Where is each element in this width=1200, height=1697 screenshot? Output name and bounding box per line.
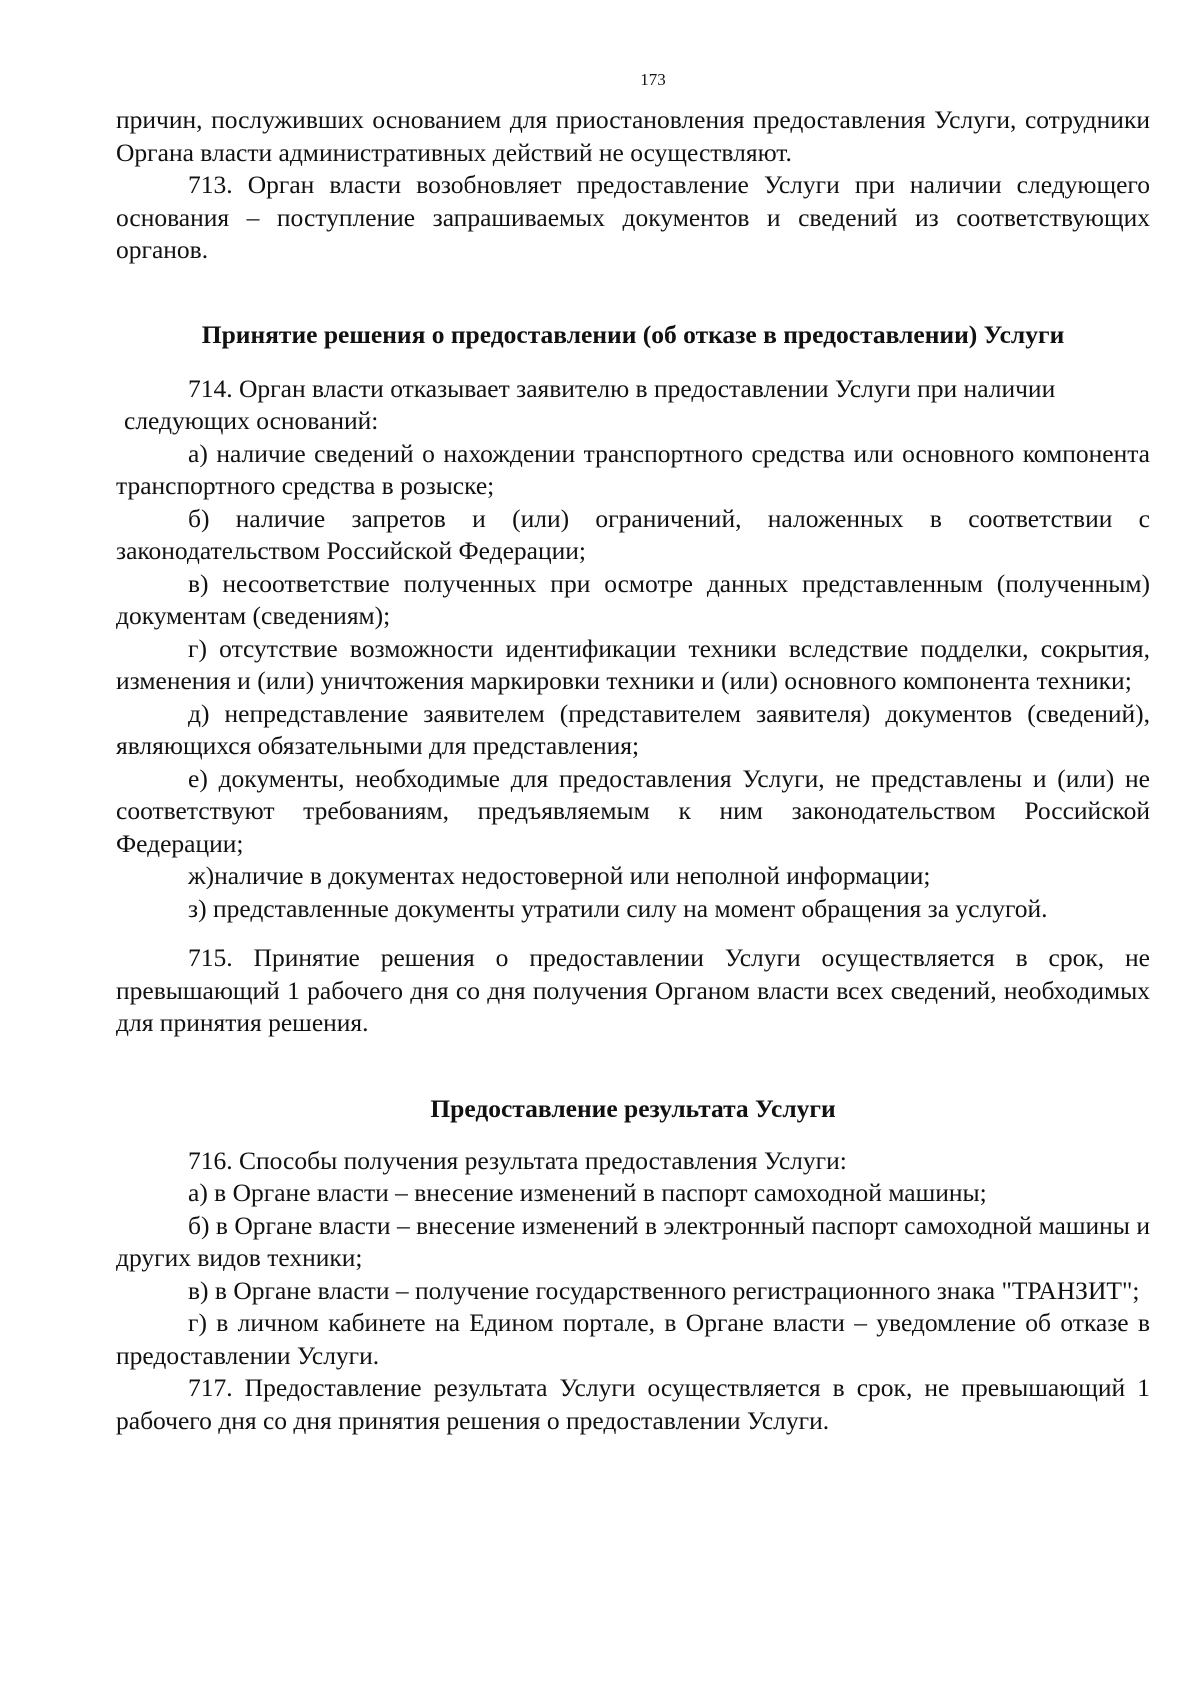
list-item-714-a: а) наличие сведений о нахождении транспортного средства или основного компонента транспортного средства в розыске;	[116, 438, 1150, 500]
section-heading-result: Предоставление результата Услуги	[430, 1093, 836, 1123]
paragraph-716: 716. Способы получения результата предоставления Услуги:	[188, 1145, 847, 1175]
list-item-716-a: а) в Органе власти – внесение изменений в паспорт самоходной машины;	[188, 1178, 987, 1207]
section-heading-decision: Принятие решения о предоставлении (об отказе в предоставлении) Услуги	[201, 319, 1065, 349]
list-item-714-g: г) отсутствие возможности идентификации техники вследствие подделки, сокрытия, изменения и (или) уничтожения маркировки техники и (или) основного компонента техники;	[116, 633, 1150, 695]
list-item-714-v: в) несоответствие полученных при осмотре данных представленным (полученным) документам (сведениям);	[116, 568, 1150, 630]
paragraph-713: 713. Орган власти возобновляет предоставление Услуги при наличии следующего основания – поступление запрашиваемых документов и сведений из соответствующих органов.	[116, 170, 1150, 264]
paragraph-714-line2: следующих оснований:	[124, 406, 379, 435]
paragraph-717: 717. Предоставление результата Услуги осуществляется в срок, не превышающий 1 рабочего дня со дня принятия решения о предоставлении Услуги.	[116, 1373, 1150, 1435]
paragraph-714-line1: 714. Орган власти отказывает заявителю в предоставлении Услуги при наличии	[188, 373, 1056, 403]
list-item-714-b: б) наличие запретов и (или) ограничений, наложенных в соответствии с законодательством Российской Федерации;	[116, 503, 1150, 565]
list-item-716-g: г) в личном кабинете на Едином портале, в Органе власти – уведомление об отказе в предоставлении Услуги.	[116, 1308, 1150, 1370]
list-item-714-e: е) документы, необходимые для предоставления Услуги, не представлены и (или) не соответствуют требованиям, предъявляемым к ним законодательством Российской Федерации;	[116, 763, 1150, 858]
list-item-716-v: в) в Органе власти – получение государственного регистрационного знака "ТРАНЗИТ";	[188, 1275, 1140, 1305]
list-item-714-zh: ж)наличие в документах недостоверной или неполной информации;	[188, 861, 931, 890]
continuation-paragraph: причин, послуживших основанием для приостановления предоставления Услуги, сотрудники Органа власти административных действий не осуществляют.	[116, 105, 1150, 167]
list-item-714-z: з) представленные документы утратили силу на момент обращения за услугой.	[188, 893, 1048, 923]
page-number: 173	[640, 70, 666, 89]
list-item-716-b: б) в Органе власти – внесение изменений в электронный паспорт самоходной машины и других видов техники;	[116, 1210, 1150, 1272]
list-item-714-d: д) непредставление заявителем (представителем заявителя) документов (сведений), являющихся обязательными для представления;	[116, 698, 1150, 760]
paragraph-715: 715. Принятие решения о предоставлении Услуги осуществляется в срок, не превышающий 1 рабочего дня со дня получения Органом власти всех сведений, необходимых для принятия решения.	[116, 943, 1150, 1037]
document-page	[116, 70, 1150, 1437]
